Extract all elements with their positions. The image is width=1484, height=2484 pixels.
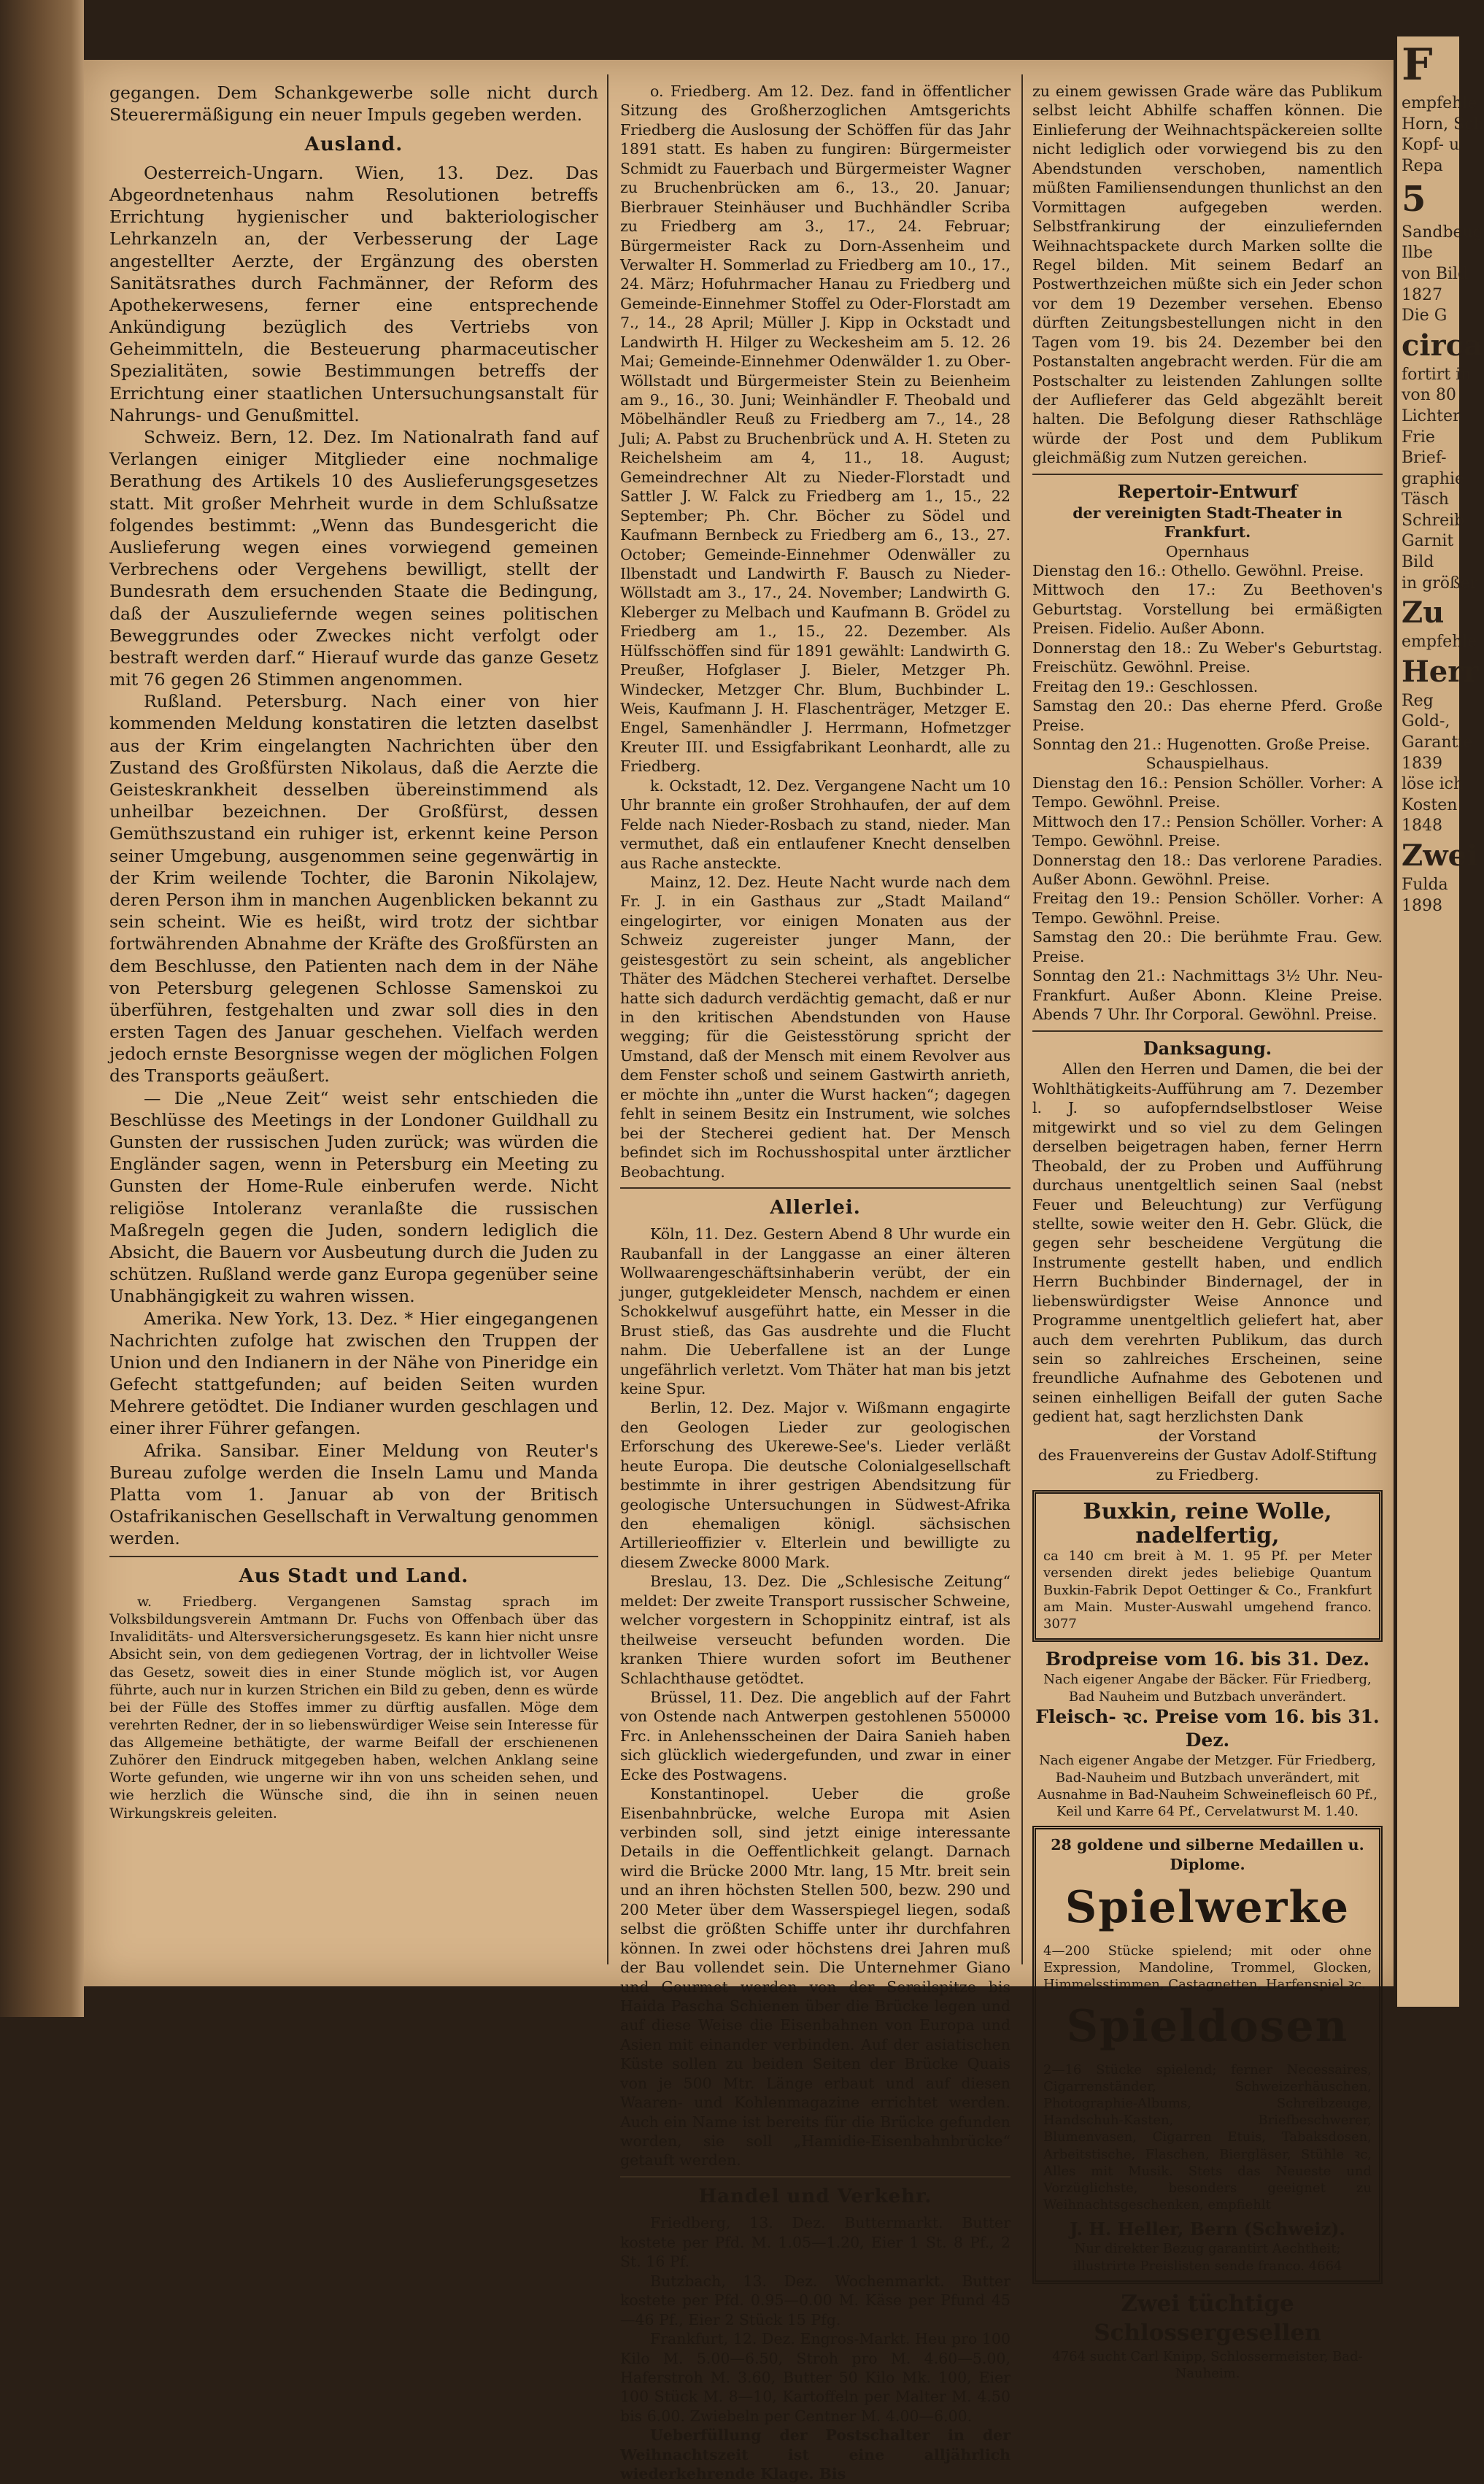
ad-spieldosen-text: 2—16 Stücke spielend; ferner Necessaires, Cigarrenständer, Schweizerhäuschen, Photographie-Albums, Schreibzeuge, Handschuh-Kasten, Briefbeschwerer, Blumenvasen, Cigarren Etuis, Tabaksdosen, Arbeitstische, Flaschen, Biergläser, Stühle ꝛc, Alles mit Musik. Stets das Neueste und Vorzüglichste, besonders geeignet zu Weihnachtsgeschenken, empfiehlt [1043, 2061, 1372, 2213]
fragment-line: Schreib [1402, 511, 1465, 530]
fragment-line: Ilbe [1402, 244, 1433, 263]
fragment-line: empfehle [1402, 633, 1477, 652]
book-spine [0, 0, 84, 2017]
schedule-row: Mittwoch den 17.: Zu Beethoven's Geburtstag. Vorstellung bei ermäßigten Preisen. Fidelio. Außer Abonn. [1032, 581, 1383, 638]
ad-spielwerke-medals: 28 goldene und silberne Medaillen u. Diplome. [1051, 1836, 1364, 1873]
article-berlin: Berlin, 12. Dez. Major v. Wißmann engagirte den Geologen Lieder zur geologischen Erforschung des Ukerewe-See's. Lieder verläßt heute Europa. Die deutsche Colonialgesellschaft bestimmte in ihrer gestrigen Abendsitzung für geologische Untersuchungen in Südwest-Afrika den ehemaligen königl. sächsischen Artillerieoffizier v. Elterlein und bewilligte zu diesem Zwecke 8000 Mark. [620, 1399, 1010, 1571]
fragment-line: 1898 [1402, 896, 1442, 915]
ad-buxkin-title: Buxkin, reine Wolle, nadelfertig, [1083, 1499, 1332, 1549]
market-butzbach: Butzbach, 13. Dez. Wochenmarkt. Butter kostete per Pfd. 0.95—0.00 M. Käse per Pfund 45—46 Pf., Eier 2 Stück 15 Pfg. [620, 2272, 1010, 2329]
danksagung-signature: der Vorstand [1159, 1427, 1256, 1445]
article-breslau: Breslau, 13. Dez. Die „Schlesische Zeitung“ meldet: Der zweite Transport russischer Schweine, welcher vorgestern in Schoppinitz eintraf, ist als theilweise verseucht befunden worden. Die kranken Thiere wurden sofort im Beuthener Schlachthause getödtet. [620, 1573, 1010, 1687]
ad-schlosser-text: 4764 sucht Carl Knipp, Schlossermeister, Bad-Nauheim. [1052, 2348, 1363, 2382]
fragment-line: Lichter [1402, 406, 1461, 425]
fragment-line: F [1402, 39, 1433, 90]
fragment-line: Die G [1402, 306, 1448, 325]
fragment-line: Bild [1402, 553, 1434, 572]
ad-buxkin [1032, 1490, 1383, 1642]
fragment-line: Fulda [1402, 876, 1448, 895]
column-rule [607, 74, 608, 1964]
fleischpreise-title: Fleisch- ꝛc. Preise vom 16. bis 31. Dez. [1035, 1705, 1380, 1751]
fragment-line: Zu [1402, 595, 1445, 630]
ad-spielwerke [1032, 1826, 1383, 2284]
schedule-row: Sonntag den 21.: Nachmittags 3½ Uhr. Neu-Frankfurt. Außer Abonn. Kleine Preise. Abends 7 Uhr. Ihr Corporal. Gewöhnl. Preise. [1032, 967, 1383, 1024]
brodpreise-title: Brodpreise vom 16. bis 31. Dez. [1045, 1648, 1370, 1670]
section-heading-handel: Handel und Verkehr. [698, 2185, 932, 2207]
fragment-line: 1848 [1402, 817, 1442, 836]
fragment-line: 1827 [1402, 285, 1442, 304]
market-friedberg: Friedberg, 13. Dez. Buttermarkt. Butter kostete per Pfd. M. 1.05—1.20, Eier 1 St. 8 Pf., 2 St. 16 Pf. [620, 2214, 1010, 2271]
article-intro: gegangen. Dem Schankgewerbe solle nicht durch Steuerermäßigung ein neuer Impuls gegeben werden. [109, 82, 598, 126]
article-russland: Rußland. Petersburg. Nach einer von hier kommenden Meldung konstatiren die letzten daselbst aus der Krim eingelangten Nachrichten über den Zustand des Großfürsten Nikolaus, daß die Aerzte die Geisteskrankheit desselben übereinstimmend als unheilbar bezeichnen. Der Großfürst, dessen Gemüthszustand ein ruhiger ist, erkennt keine Person seiner Umgebung, ausgenommen seine gegenwärtig in der Krim weilende Tochter, die Baronin Nikolajew, deren Person ihm in manchen Augenblicken bekannt zu sein scheint. Wie es heißt, wird trotz der sichtbar fortwährenden Abnahme der Kräfte des Großfürsten an dem Beschlusse, den Patienten nach dem in der Nähe von Petersburg gelegenen Schlosse Samenskoi zu überführen, festgehalten und zwar soll dies in den ersten Tagen des Januar geschehen. Vielfach werden jedoch ernste Besorgnisse wegen der möglichen Folgen des Transports geäußert. [109, 691, 598, 1087]
schedule-row: Dienstag den 16.: Pension Schöller. Vorher: A Tempo. Gewöhnl. Preise. [1032, 774, 1383, 811]
schedule-row: Freitag den 19.: Pension Schöller. Vorher: A Tempo. Gewöhnl. Preise. [1032, 890, 1383, 927]
section-heading-ausland: Ausland. [304, 134, 403, 156]
section-heading-stadt: Aus Stadt und Land. [239, 1565, 469, 1587]
fragment-line: Frie [1402, 428, 1435, 447]
danksagung-text: Allen den Herren und Damen, die bei der Wohlthätigkeits-Aufführung am 7. Dezember l. J. so aufopferndselbstloser Weise mitgewirkt und so viel zu dem Gelingen derselben beigetragen haben, ferner Herrn Theobald, der zu Proben und Aufführung durchaus unentgeltlich seinen Saal (nebst Feuer und Beleuchtung) zur Verfügung stellte, sowie weiter den H. Gebr. Glück, die gegen sehr bescheidene Vergütung die Instrumente gestellt haben, und endlich Herrn Buchbinder Bindernagel, der in liebenswürdigster Weise Annonce und Programme unentgeltlich geliefert hat, aber auch dem verehrten Publikum, das durch sein so zahlreiches Erscheinen, seine freundliche Aufnahme des Gebotenen und seinen einhelligen Beifall der guten Sache gedient hat, sagt herzlichsten Dank [1032, 1060, 1383, 1426]
fragment-line: empfehle [1402, 94, 1477, 112]
column-3 [1032, 82, 1383, 2382]
article-post: Ueberfüllung der Postschalter in der Weihnachtszeit ist eine alljährlich wiederkehrende Klage. Bis [620, 2426, 1010, 2483]
section-heading-allerlei: Allerlei. [770, 1196, 861, 1219]
article-amerika: Amerika. New York, 13. Dez. * Hier eingegangenen Nachrichten zufolge hat zwischen den Truppen der Union und den Indianern in der Nähe von Pineridge ein Gefecht stattgefunden; auf beiden Seiten wurden Mehrere getödtet. Die Indianer wurden geschlagen und einer ihrer Führer gefangen. [109, 1308, 598, 1439]
article-bruessel: Brüssel, 11. Dez. Die angeblich auf der Fahrt von Ostende nach Antwerpen gestohlenen 550000 Frc. in Anlehensscheinen der Daira Sanieh haben sich glücklich wiedergefunden, und zwar in einer Ecke des Postwagens. [620, 1688, 1010, 1783]
ad-spielwerke-firm: J. H. Heller, Bern (Schweiz). [1070, 2218, 1345, 2240]
danksagung-signature-org: des Frauenvereins der Gustav Adolf-Stiftung zu Friedberg. [1037, 1446, 1377, 1484]
article-mainz: Mainz, 12. Dez. Heute Nacht wurde nach dem Fr. J. in ein Gasthaus zur „Stadt Mailand“ eingelogirter, vor einigen Monaten aus der Schweiz zugereister junger Mann, der geistesgestört zu sein scheint, als angeblicher Thäter des Mädchen Stecherei verhaftet. Derselbe hatte sich dadurch verdächtig gemacht, daß er nur in den kritischen Abendstunden von Hause wegging; für die Geistesstörung spricht der Umstand, daß der Mensch mit einem Revolver aus dem Fenster schoß und seinem Gastwirth anrieth, er möchte ihn „unter die Wurst hacken“; dagegen fehlt in seinem Besitz ein Instrument, wie solches bei der Stecherei gedient hat. Der Mensch befindet sich im Rochusshospital unter ärztlicher Beobachtung. [620, 873, 1010, 1181]
schedule-row: Dienstag den 16.: Othello. Gewöhnl. Preise. [1032, 562, 1364, 580]
fragment-line: von Bild [1402, 264, 1469, 283]
fleischpreise-text: Nach eigener Angabe der Metzger. Für Friedberg, Bad-Nauheim und Butzbach unverändert, mit Ausnahme in Bad-Nauheim Schweinefleisch 60 Pf., Keil und Karre 64 Pf., Cervelatwurst M. 1.40. [1037, 1753, 1377, 1820]
ad-spielwerke-heading: Spielwerke [1064, 1882, 1350, 1934]
column-2 [620, 82, 1010, 2484]
fragment-line: 5 [1402, 179, 1426, 220]
ad-schlosser-title: Zwei tüchtige Schlossergesellen [1094, 2290, 1321, 2346]
market-frankfurt: Frankfurt, 12. Dez. Engros-Markt. Heu pro 100 Kilo M. 5.00—6.50, Stroh pro M. 4.60—5.00, Haferstroh M. 3.60, Butter 50 Kilo Mk. 100, Eier 100 Stück M. 8—10, Kartoffeln per Malter M. 4.50 bis 6.00. Zwiebeln per Centner M. 4.00—6.00. [620, 2330, 1010, 2425]
danksagung-title: Danksagung. [1143, 1037, 1272, 1059]
fragment-line: Reg [1402, 691, 1434, 710]
fragment-line: Garantie [1402, 733, 1473, 752]
divider [109, 1556, 598, 1557]
article-post-continued: zu einem gewissen Grade wäre das Publikum selbst leicht Abhilfe schaffen können. Die Einlieferung der Weihnachtspäckereien sollte nicht lediglich oder vorwiegend bis zu den Abendstunden verschoben, namentlich müßten Familiensendungen thunlichst an den Vormittagen aufgegeben werden. Selbstfrankirung der einzuliefernden Weihnachtspackete durch Marken sollte die Regel bilden. Mit seinem Bedarf an Postwerthzeichen müßte sich ein Jeder schon vor dem 19 Dezember versehen. Ebenso dürften Zeitungsbestellungen nicht in den Tagen vom 19. bis 24. Dezember bei den Postanstalten angebracht werden. Für die am Postschalter zu leistenden Zahlungen sollte der Auflieferer das Geld abgezählt bereit halten. Die Befolgung dieser Rathschläge würde der Post und dem Publikum gleichmäßig zum Nutzen gereichen. [1032, 82, 1383, 467]
schedule-row: Samstag den 20.: Die berühmte Frau. Gew. Preise. [1032, 928, 1383, 965]
fragment-line: in größer [1402, 574, 1478, 593]
ad-spielwerke-text: 4—200 Stücke spielend; mit oder ohne Expression, Mandoline, Trommel, Glocken, Himmelsstimmen, Castagnetten, Harfenspiel ꝛc. [1043, 1943, 1372, 1992]
column-1 [109, 82, 598, 1822]
theatre-schedule [1032, 774, 1383, 1025]
schedule-row: Donnerstag den 18.: Zu Weber's Geburtstag. Freischütz. Gewöhnl. Preise. [1032, 639, 1383, 676]
repertoire-title: Repertoir-Entwurf [1117, 480, 1298, 502]
article-ockstadt: k. Ockstadt, 12. Dez. Vergangene Nacht um 10 Uhr brannte ein großer Strohhaufen, der auf dem Felde nach Nieder-Rosbach zu stand, nieder. Man vermuthet, daß ein entlaufener Knecht denselben aus Rache ansteckte. [620, 776, 1010, 872]
schedule-row: Mittwoch den 17.: Pension Schöller. Vorher: A Tempo. Gewöhnl. Preise. [1032, 812, 1383, 850]
brodpreise-text: Nach eigener Angabe der Bäcker. Für Friedberg, Bad Nauheim und Butzbach unverändert. [1043, 1672, 1372, 1705]
fragment-line: löse ich [1402, 775, 1464, 794]
divider [1032, 474, 1383, 475]
repertoire-subtitle: der vereinigten Stadt-Theater in Frankfurt. [1073, 504, 1342, 541]
divider [1032, 1030, 1383, 1032]
fragment-line: Täsch [1402, 490, 1449, 509]
fragment-line: Kosten [1402, 795, 1458, 814]
fragment-line: Herr [1402, 654, 1479, 689]
opera-schedule [1032, 561, 1383, 754]
schedule-row: Samstag den 20.: Das eherne Pferd. Große Preise. [1032, 697, 1383, 734]
newspaper-page [84, 60, 1394, 2483]
divider [620, 2176, 1010, 2178]
column-rule [1021, 74, 1023, 1964]
fragment-line: Kopf- u [1402, 136, 1460, 155]
ad-spielwerke-footer: Nur direkter Bezug garantirt Aechtheit; illustrirte Preislisten sende franco. 4664 [1073, 2241, 1342, 2274]
fragment-line: fortirt in [1402, 365, 1472, 384]
schedule-row: Donnerstag den 18.: Das verlorene Paradies. Außer Abonn. Gewöhnl. Preise. [1032, 851, 1383, 889]
fragment-line: circa [1402, 328, 1483, 363]
article-schoeffen: o. Friedberg. Am 12. Dez. fand in öffentlicher Sitzung des Großherzoglichen Amtsgerichts Friedberg die Auslosung der Schöffen für das Jahr 1891 statt. Es haben zu fungiren: Bürgermeister Schmidt zu Fauerbach und Bürgermeister Wagner zu Bruchenbrücken am 6., 13., 20. Januar; Bierbrauer Steinhäuser und Buchhändler Scriba zu Friedberg am 3., 17., 24. Februar; Bürgermeister Rack zu Dorn-Assenheim und Verwalter H. Sommerlad zu Friedberg am 10., 17., 24. März; Hofuhrmacher Hanau zu Friedberg und Gemeinde-Einnehmer Stoffel zu Oder-Florstadt am 7., 14., 28 April; Müller J. Kipp in Ockstadt und Landwirth H. Hilger zu Weckesheim am 5. 12. 26 Mai; Gemeinde-Einnehmer Odenwälder 1. zu Ober-Wöllstadt und Bürgermeister Stein zu Beienheim am 9., 16., 30. Juni; Weinhändler F. Theobald und Möbelhändler Reuß zu Friedberg am 7., 14., 28 Juli; A. Pabst zu Bruchenbrück und A. H. Steten zu Reichelsheim am 4, 11., 18. August; Gemeindrechner Alt zu Nieder-Florstadt und Sattler J. W. Falck zu Friedberg am 1., 15., 22 September; Ph. Chr. Böcher zu Södel und Kaufmann Bernbeck zu Friedberg am 6., 13., 27. October; Gemeinde-Einnehmer Odenwäller zu Ilbenstadt und Landwirth F. Bausch zu Nieder-Wöllstadt am 3., 17., 24. November; Landwirth G. Kleberger zu Melbach und Kaufmann B. Grödel zu Friedberg am 1., 15., 22. Dezember. Als Hülfsschöffen sind für 1891 gewählt: Landwirth G. Preußer, Hofglaser J. Bieler, Metzger Ph. Windecker, Metzger Chr. Blum, Buchbinder L. Weis, Kaufmann J. H. Flaschenträger, Metzger E. Engel, Samenhändler J. Herrmann, Hofmetzger Kreuter III. und Essigfabrikant Leonhardt, alle zu Friedberg. [620, 82, 1010, 776]
ad-spieldosen-heading: Spieldosen [1066, 2001, 1349, 2053]
fragment-line: Garnit [1402, 532, 1454, 551]
schauspielhaus-heading: Schauspielhaus. [1145, 755, 1269, 773]
article-neue-zeit: — Die „Neue Zeit“ weist sehr entschieden die Beschlüsse des Meetings in der Londoner Guildhall zu Gunsten der russischen Juden zurück; was würden die Engländer sagen, wenn in Petersburg ein Meeting zu Gunsten der Home-Rule einberufen werde. Nicht religiöse Intoleranz veranlaßte die russischen Maßregeln gegen die Juden, sondern lediglich die Absicht, die Bauern vor Ausbeutung durch die Juden zu schützen. Rußland werde ganz Europa gegenüber seine Unabhängigkeit zu wahren wissen. [109, 1087, 598, 1307]
schedule-row: Sonntag den 21.: Hugenotten. Große Preise. [1032, 735, 1370, 753]
article-koeln: Köln, 11. Dez. Gestern Abend 8 Uhr wurde ein Raubanfall in der Langgasse an einer älteren Wollwaarengeschäftsinhaberin verübt, der ein junger, gutgekleideter Mensch, nachdem er einen Schokkelwuf ausgeführt hatte, ein Messer in die Brust stieß, das Gas ausdrehte und die Flucht nahm. Die Ueberfallene ist an der Lunge ungefährlich verletzt. Vom Thäter hat man bis jetzt keine Spur. [620, 1225, 1010, 1397]
article-oesterreich: Oesterreich-Ungarn. Wien, 13. Dez. Das Abgeordnetenhaus nahm Resolutionen betreffs Errichtung hygienischer und bakteriologischer Lehrkanzeln an, der Verbesserung der Lage angestellter Aerzte, der Ergänzung des obersten Sanitätsrathes durch Fachmänner, der Reform des Apothekerwesens, ferner eine entsprechende Ankündigung bezüglich des Vertriebs von Geheimmitteln, die Besteuerung pharmaceutischer Spezialitäten, sowie Bestimmungen betreffs der Errichtung einer staatlichen Untersuchungsanstalt für Nahrungs- und Genußmittel. [109, 162, 598, 425]
fragment-line: Gold-, [1402, 712, 1450, 731]
fragment-line: Sandbeug [1402, 223, 1483, 242]
schedule-row: Freitag den 19.: Geschlossen. [1032, 677, 1259, 695]
fragment-line: Horn, Sch [1402, 115, 1484, 134]
ad-buxkin-text: ca 140 cm breit à M. 1. 95 Pf. per Meter versenden direkt jedes beliebige Quantum Buxkin-Fabrik Depot Oettinger & Co., Frankfurt am Main. Muster-Auswahl umgehend franco. 3077 [1043, 1548, 1372, 1632]
article-konstantinopel: Konstantinopel. Ueber die große Eisenbahnbrücke, welche Europa mit Asien verbinden soll, sind jetzt einige interessante Details in die Oeffentlichkeit gelangt. Darnach wird die Brücke 2000 Mtr. lang, 15 Mtr. breit sein und an ihren höchsten Stellen 500, bezw. 290 und 200 Meter über dem Wasserspiegel liegen, sodaß selbst die größten Schiffe unter ihr durchfahren können. In zwei oder höchstens drei Jahren muß der Bau vollendet sein. Die Unternehmer Giano und Gourmet werden von der Serailspitze bis Haida Pascha Schienen über die Brücke legen und auf diese Weise die Eisenbahnen von Europa und Asien mit einander verbinden. Auf der asiatischen Küste sollen zu beiden Seiten der Brücke Quais von je 500 Mtr. Länge erbaut und auf diesen Waaren- und Kohlenmagazine errichtet werden. Auch ein Name ist bereits für die Brücke gefunden worden, sie soll „Hamidie-Eisenbahnbrücke“ getauft werden. [620, 1785, 1010, 2169]
fragment-line: graphie [1402, 469, 1465, 488]
fragment-line: Repa [1402, 156, 1443, 175]
article-afrika: Afrika. Sansibar. Einer Meldung von Reuter's Bureau zufolge werden die Inseln Lamu und Manda Platta vom 1. Januar ab von der Britisch Ostafrikanischen Gesellschaft in Verwaltung genommen werden. [109, 1440, 598, 1549]
fragment-line: 1839 [1402, 754, 1442, 773]
fragment-line: Brief- [1402, 449, 1447, 468]
opernhaus-heading: Opernhaus [1165, 542, 1250, 560]
adjacent-page-fragment [1397, 36, 1484, 2007]
article-schweiz: Schweiz. Bern, 12. Dez. Im Nationalrath fand auf Verlangen einiger Mitglieder eine nochmalige Berathung des Artikels 10 des Auslieferungsgesetzes statt. Mit großer Mehrheit wurde in dem Schlußsatze folgendes bestimmt: „Wenn das Bundesgericht die Auslieferung wegen eines vorwiegend gemeinen Verbrechens oder Vergehens bewilligt, stellt der Bundesrath dem ersuchenden Staate die Bedingung, daß der Auszuliefernde wegen seines politischen Beweggrundes oder Zweckes nicht verfolgt oder bestraft werden darf.“ Hierauf wurde das ganze Gesetz mit 76 gegen 26 Stimmen angenommen. [109, 427, 598, 690]
fragment-line: von 80 [1402, 386, 1456, 405]
article-friedberg-vortrag: w. Friedberg. Vergangenen Samstag sprach im Volksbildungsverein Amtmann Dr. Fuchs von Offenbach über das Invaliditäts- und Altersversicherungsgesetz. Es kann hier nicht unsre Absicht sein, von dem gediegenen Vortrag, der in lichtvoller Weise das Gesetz, soweit dies in einer Stunde möglich ist, vor Augen führte, auch nur in kurzen Strichen ein Bild zu geben, denn es würde bei der Fülle des Stoffes immer zu dürftig ausfallen. Möge dem verehrten Redner, der in so liebenswürdiger Weise sein Interesse für das Allgemeine bethätigte, der warme Beifall der erschienenen Zuhörer den Eindruck mitgegeben haben, welchen Anklang seine Worte gefunden, wie ungerne wir ihn von uns scheiden sehen, und wie herzlich die Wünsche sind, die ihn in seinen neuen Wirkungskreis geleiten. [109, 1594, 598, 1821]
divider [620, 1187, 1010, 1189]
fragment-line: Zwei [1402, 838, 1478, 873]
